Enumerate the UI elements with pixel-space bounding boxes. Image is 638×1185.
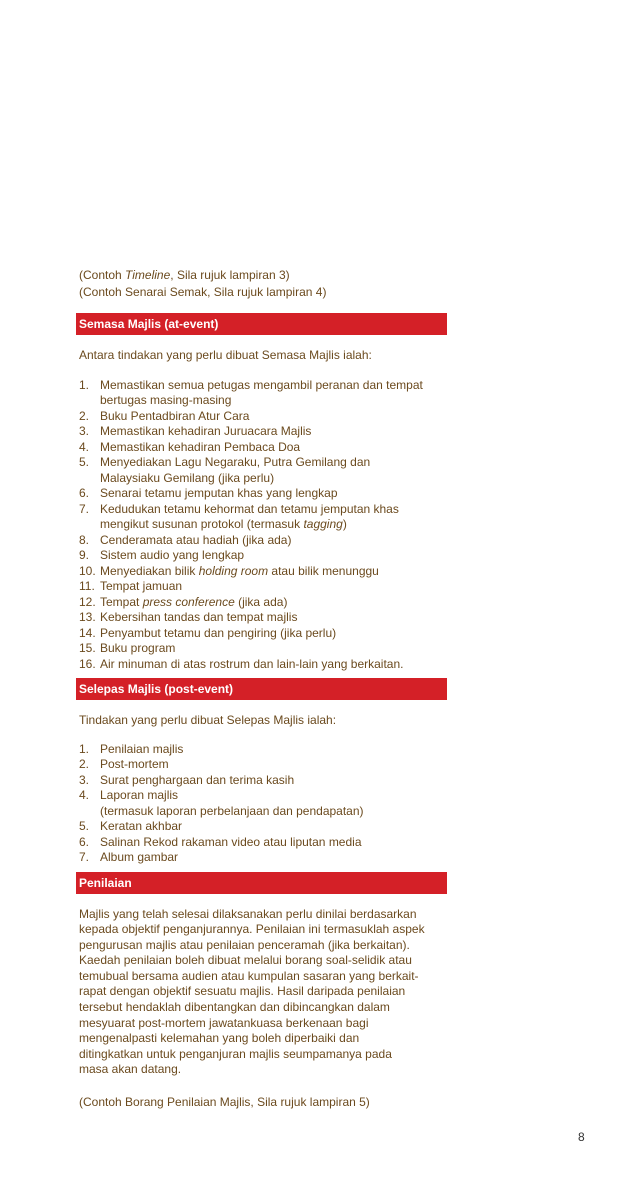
list-item-line xyxy=(100,788,447,804)
list-item-number: 2. xyxy=(79,408,90,423)
list-item xyxy=(79,773,447,789)
paragraph-line: mesyuarat post-mortem jawatankuasa berkenaan bagi xyxy=(79,1015,369,1030)
section-heading-penilaian: Penilaian xyxy=(76,872,447,894)
list-item-line xyxy=(100,819,447,835)
list-item-text: Post-mortem xyxy=(100,757,169,771)
list-item-number: 5. xyxy=(79,819,90,833)
reference-line: (Contoh Senarai Semak, Sila rujuk lampiran 4) xyxy=(79,285,327,299)
list-item xyxy=(79,595,447,611)
list-item xyxy=(79,788,447,819)
list-item xyxy=(79,455,447,486)
list-item-number: 4. xyxy=(79,788,90,802)
list-item-number: 1. xyxy=(79,741,90,756)
list-item-text: Penyambut tetamu dan pengiring (jika perlu) xyxy=(100,625,337,640)
list-item-text: Tempat xyxy=(100,594,143,609)
paragraph-line: mengenalpasti kelemahan yang boleh diperbaiki dan xyxy=(79,1031,360,1046)
list-item-number: 11. xyxy=(79,579,95,593)
list-item xyxy=(79,378,447,409)
list-item-number: 1. xyxy=(79,377,90,392)
list-item-text: Air minuman di atas rostrum dan lain-lain yang berkaitan. xyxy=(100,656,404,671)
list-item-text: Buku Pentadbiran Atur Cara xyxy=(100,408,250,423)
list-item-text: Buku program xyxy=(100,641,176,655)
list-item-text: Menyediakan bilik xyxy=(100,563,199,578)
list-item xyxy=(79,819,447,835)
paragraph-line: kepada objektif penganjurannya. Penilaian ini termasuklah aspek xyxy=(79,922,425,937)
list-item-italic-text: press conference xyxy=(142,594,235,609)
list-item-line xyxy=(100,564,447,580)
list-item-number: 12. xyxy=(79,594,96,609)
list-item-text: Keratan akhbar xyxy=(100,819,183,833)
paragraph-line: masa akan datang. xyxy=(79,1062,182,1077)
paragraph-line: rapat dengan objektif sesuatu majlis. Hasil daripada penilaian xyxy=(79,984,406,999)
list-item-number: 4. xyxy=(79,439,90,454)
section-intro: Antara tindakan yang perlu dibuat Semasa Majlis ialah: xyxy=(79,348,372,362)
list-item-number: 9. xyxy=(79,548,90,562)
list-item-number: 6. xyxy=(79,486,90,500)
list-item-number: 13. xyxy=(79,610,96,624)
list-item-line xyxy=(100,502,447,518)
list-item-line xyxy=(100,440,447,456)
list-item xyxy=(79,440,447,456)
list-item xyxy=(79,502,447,533)
list-item-text: Surat penghargaan dan terima kasih xyxy=(100,772,295,787)
list-item xyxy=(79,835,447,851)
list-item xyxy=(79,486,447,502)
paragraph-line: pengurusan majlis atau penilaian penceramah (jika berkaitan). xyxy=(79,937,410,952)
list-item xyxy=(79,533,447,549)
selepas-item-list xyxy=(79,742,447,866)
list-item-line xyxy=(100,533,447,549)
list-item-line xyxy=(100,471,447,487)
list-item-text: Tempat jamuan xyxy=(100,579,183,593)
list-item-line xyxy=(100,455,447,471)
list-item-text: Salinan Rekod rakaman video atau liputan media xyxy=(100,834,362,849)
list-item-text: atau bilik menunggu xyxy=(268,563,379,578)
list-item-line xyxy=(100,378,447,394)
list-item-line xyxy=(100,486,447,502)
list-item-number: 15. xyxy=(79,641,96,655)
list-item-text: Sistem audio yang lengkap xyxy=(100,548,245,562)
list-item-line xyxy=(100,517,447,533)
list-item-line xyxy=(100,804,447,820)
list-item xyxy=(79,610,447,626)
paragraph-line: Majlis yang telah selesai dilaksanakan perlu dinilai berdasarkan xyxy=(79,906,417,921)
list-item-text: Memastikan kehadiran Pembaca Doa xyxy=(100,439,301,454)
list-item xyxy=(79,424,447,440)
list-item-text: (jika ada) xyxy=(234,594,288,609)
list-item-line xyxy=(100,610,447,626)
list-item-line xyxy=(100,742,447,758)
list-item xyxy=(79,657,447,673)
paragraph-line: ditingkatkan untuk penganjuran majlis seumpamanya pada xyxy=(79,1046,392,1061)
top-references xyxy=(79,267,447,301)
list-item-number: 10. xyxy=(79,563,96,578)
list-item-text: Senarai tetamu jemputan khas yang lengkap xyxy=(100,486,338,500)
list-item xyxy=(79,564,447,580)
list-item-number: 3. xyxy=(79,424,90,438)
penilaian-paragraph xyxy=(79,907,447,1079)
list-item-line xyxy=(100,850,447,866)
list-item xyxy=(79,548,447,564)
list-item-italic-text: tagging xyxy=(303,517,343,531)
list-item-number: 7. xyxy=(79,850,90,864)
list-item-number: 7. xyxy=(79,501,90,516)
list-item-text: Memastikan kehadiran Juruacara Majlis xyxy=(100,424,312,438)
list-item-number: 6. xyxy=(79,834,90,849)
list-item-text: Menyediakan Lagu Negaraku, Putra Gemilang dan xyxy=(100,455,371,469)
list-item-text: ) xyxy=(342,517,347,531)
list-item-line xyxy=(100,595,447,611)
list-item-line xyxy=(100,393,447,409)
list-item-text: Penilaian majlis xyxy=(100,741,184,756)
list-item-text: mengikut susunan protokol (termasuk xyxy=(100,517,304,531)
list-item xyxy=(79,850,447,866)
list-item-line xyxy=(100,626,447,642)
list-item-line xyxy=(100,409,447,425)
list-item-italic-text: holding room xyxy=(198,563,269,578)
paragraph-line: tersebut hendaklah dibentangkan dan dibincangkan dalam xyxy=(79,1000,390,1015)
list-item xyxy=(79,742,447,758)
list-item-number: 2. xyxy=(79,757,90,771)
list-item xyxy=(79,757,447,773)
list-item xyxy=(79,641,447,657)
list-item-text: Cenderamata atau hadiah (jika ada) xyxy=(100,532,292,547)
list-item-text: Kedudukan tetamu kehormat dan tetamu jemputan khas xyxy=(100,501,399,516)
list-item-number: 5. xyxy=(79,455,90,469)
section-heading-semasa: Semasa Majlis (at-event) xyxy=(76,313,447,335)
list-item-text: bertugas masing-masing xyxy=(100,393,232,407)
list-item-number: 16. xyxy=(79,656,96,671)
list-item-line xyxy=(100,835,447,851)
reference-line: (Contoh Timeline, Sila rujuk lampiran 3) xyxy=(79,268,290,282)
list-item xyxy=(79,579,447,595)
page-number: 8 xyxy=(578,1130,585,1144)
penilaian-reference: (Contoh Borang Penilaian Majlis, Sila rujuk lampiran 5) xyxy=(79,1095,370,1110)
paragraph-line: Kaedah penilaian boleh dibuat melalui borang soal-selidik atau xyxy=(79,953,412,968)
list-item-text: Laporan majlis xyxy=(100,788,179,802)
list-item xyxy=(79,409,447,425)
list-item-number: 14. xyxy=(79,625,96,640)
page-content xyxy=(79,267,447,1111)
list-item-text: Kebersihan tandas dan tempat majlis xyxy=(100,610,298,624)
list-item-line xyxy=(100,641,447,657)
section-intro: Tindakan yang perlu dibuat Selepas Majlis ialah: xyxy=(79,713,337,727)
list-item-line xyxy=(100,424,447,440)
list-item-text: Memastikan semua petugas mengambil peranan dan tempat xyxy=(100,377,423,392)
list-item-line xyxy=(100,773,447,789)
list-item-line xyxy=(100,548,447,564)
list-item-text: Malaysiaku Gemilang (jika perlu) xyxy=(100,470,275,485)
semasa-item-list xyxy=(79,378,447,673)
list-item-line xyxy=(100,757,447,773)
list-item-line xyxy=(100,657,447,673)
list-item-text: Album gambar xyxy=(100,850,179,864)
section-heading-selepas: Selepas Majlis (post-event) xyxy=(76,678,447,700)
list-item-text: (termasuk laporan perbelanjaan dan pendapatan) xyxy=(100,803,364,818)
list-item-number: 3. xyxy=(79,772,90,787)
paragraph-line: temubual bersama audien atau kumpulan sasaran yang berkait- xyxy=(79,968,419,983)
list-item-number: 8. xyxy=(79,532,90,547)
list-item-line xyxy=(100,579,447,595)
list-item xyxy=(79,626,447,642)
